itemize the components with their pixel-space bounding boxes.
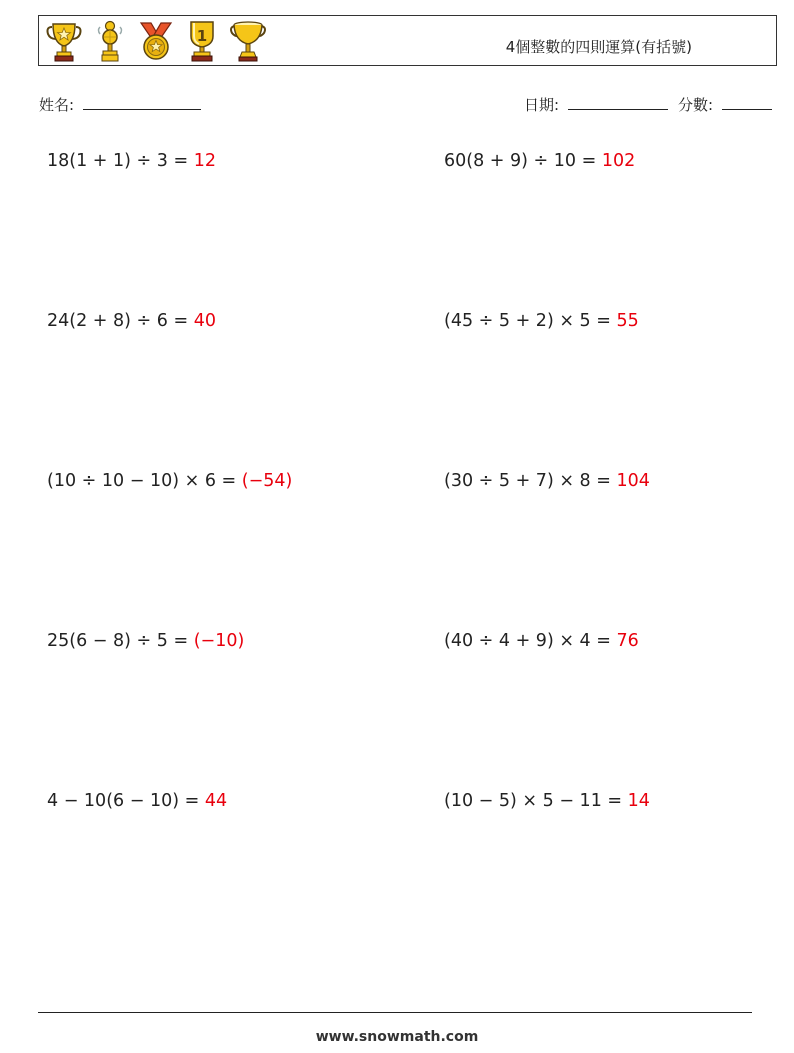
problem-expression: 24(2 + 8) ÷ 6 = <box>47 311 194 331</box>
problem-answer: 104 <box>616 471 650 491</box>
score-field <box>678 94 772 115</box>
problem-answer: 55 <box>616 311 639 331</box>
problem-answer: 40 <box>193 311 216 331</box>
trophy-row <box>45 19 267 63</box>
problem-9 <box>47 791 227 811</box>
problem-expression: 60(8 + 9) ÷ 10 = <box>444 151 602 171</box>
problem-expression: (10 ÷ 10 − 10) × 6 = <box>47 471 242 491</box>
problem-8 <box>444 631 639 651</box>
date-blank[interactable] <box>568 95 668 110</box>
date-field <box>524 94 668 115</box>
problem-expression: (10 − 5) × 5 − 11 = <box>444 791 628 811</box>
problem-answer: 102 <box>601 151 636 171</box>
worksheet-header <box>38 15 777 66</box>
problem-expression: 25(6 − 8) ÷ 5 = <box>47 631 194 651</box>
worksheet-title: 4個整數的四則運算(有括號) <box>505 38 692 56</box>
footer-divider <box>38 1012 752 1013</box>
number-one-trophy-icon <box>183 19 221 63</box>
problem-2 <box>444 151 635 171</box>
problem-answer: (−10) <box>193 631 245 651</box>
score-blank[interactable] <box>722 95 772 110</box>
problem-answer: 44 <box>204 791 228 811</box>
name-label: 姓名: <box>39 96 75 114</box>
score-label: 分數: <box>678 96 714 114</box>
problem-10 <box>444 791 650 811</box>
cup-trophy-icon <box>229 19 267 63</box>
star-medal-icon <box>137 19 175 63</box>
globe-trophy-icon <box>91 19 129 63</box>
problem-6 <box>444 471 650 491</box>
name-blank[interactable] <box>83 95 201 110</box>
star-trophy-icon <box>45 19 83 63</box>
problem-expression: 18(1 + 1) ÷ 3 = <box>47 151 194 171</box>
problem-answer: 14 <box>627 791 650 811</box>
date-label: 日期: <box>524 96 560 114</box>
name-field <box>39 94 201 115</box>
problem-answer: 12 <box>193 151 216 171</box>
problem-1 <box>47 151 216 171</box>
problem-3 <box>47 311 216 331</box>
problem-expression: 4 − 10(6 − 10) = <box>47 791 205 811</box>
problem-answer: 76 <box>616 631 639 651</box>
problem-4 <box>444 311 639 331</box>
problem-answer: (−54) <box>241 471 293 491</box>
svg-text:1: 1 <box>196 27 208 45</box>
problem-5 <box>47 471 292 491</box>
problem-expression: (45 ÷ 5 + 2) × 5 = <box>444 311 617 331</box>
problem-7 <box>47 631 244 651</box>
problem-expression: (30 ÷ 5 + 7) × 8 = <box>444 471 617 491</box>
footer-url: www.snowmath.com <box>315 1029 479 1045</box>
problem-expression: (40 ÷ 4 + 9) × 4 = <box>444 631 617 651</box>
